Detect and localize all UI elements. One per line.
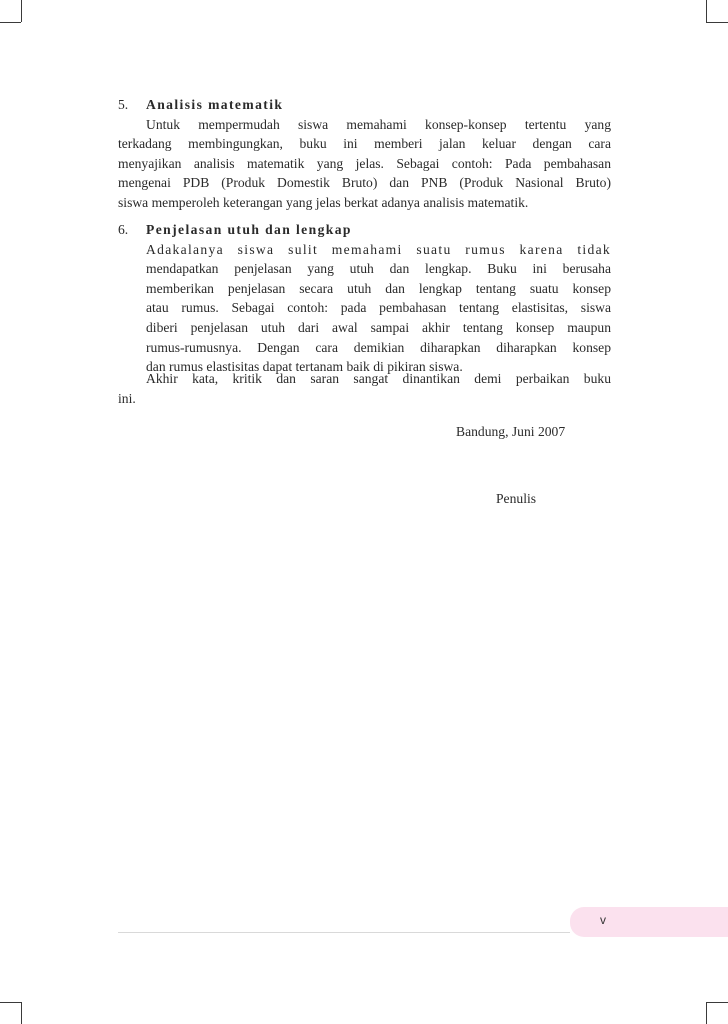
paragraph-line: mendapatkan penjelasan yang utuh dan lengkap. Buku ini berusaha [146, 261, 611, 277]
section-number: 6. [118, 222, 129, 237]
paragraph-line: diberi penjelasan utuh dari awal sampai akhir tentang konsep maupun [146, 319, 611, 335]
crop-mark-bottom-right-vertical [706, 1002, 707, 1024]
paragraph-line: Untuk mempermudah siswa memahami konsep-konsep tertentu yang [146, 116, 611, 132]
crop-mark-top-right-vertical [706, 0, 707, 22]
crop-mark-bottom-left [0, 1002, 21, 1003]
paragraph-line: Adakalanya siswa sulit memahami suatu rumus karena tidak [146, 241, 611, 257]
paragraph-line: ini. [118, 390, 136, 406]
paragraph-line: terkadang membingungkan, buku ini memberi jalan keluar dengan cara [118, 136, 611, 152]
section-analisis-matematik [118, 95, 611, 213]
paragraph-line: mengenai PDB (Produk Domestik Bruto) dan PNB (Produk Nasional Bruto) [118, 175, 611, 191]
crop-mark-top-left-vertical [21, 0, 22, 22]
crop-mark-top-right [706, 22, 728, 23]
author-signature: Penulis [496, 491, 537, 506]
paragraph-line: siswa memperoleh keterangan yang jelas berkat adanya analisis matematik. [118, 194, 529, 210]
paragraph-line: memberikan penjelasan secara utuh dan lengkap tentang suatu konsep [146, 280, 611, 296]
paragraph-line: Akhir kata, kritik dan saran sangat dinantikan demi perbaikan buku [146, 371, 611, 386]
paragraph-line: dan rumus elastisitas dapat tertanam baik di pikiran siswa. [146, 359, 463, 375]
section-number: 5. [118, 97, 129, 112]
section-penjelasan-utuh [118, 220, 611, 377]
page-number-tab [570, 907, 728, 937]
footer-rule [118, 932, 570, 933]
paragraph-line: rumus-rumusnya. Dengan cara demikian diharapkan diharapkan konsep [146, 339, 611, 355]
crop-mark-top-left [0, 22, 21, 23]
place-date: Bandung, Juni 2007 [456, 424, 566, 439]
section-heading: Penjelasan utuh dan lengkap [146, 222, 352, 237]
crop-mark-bottom-right [706, 1002, 728, 1003]
paragraph-line: atau rumus. Sebagai contoh: pada pembahasan tentang elastisitas, siswa [146, 300, 611, 316]
section-heading: Analisis matematik [146, 97, 284, 112]
closing-paragraph [118, 369, 611, 408]
paragraph-line: menyajikan analisis matematik yang jelas. Sebagai contoh: Pada pembahasan [118, 155, 611, 171]
crop-mark-bottom-left-vertical [21, 1002, 22, 1024]
page-number: v [600, 913, 606, 927]
